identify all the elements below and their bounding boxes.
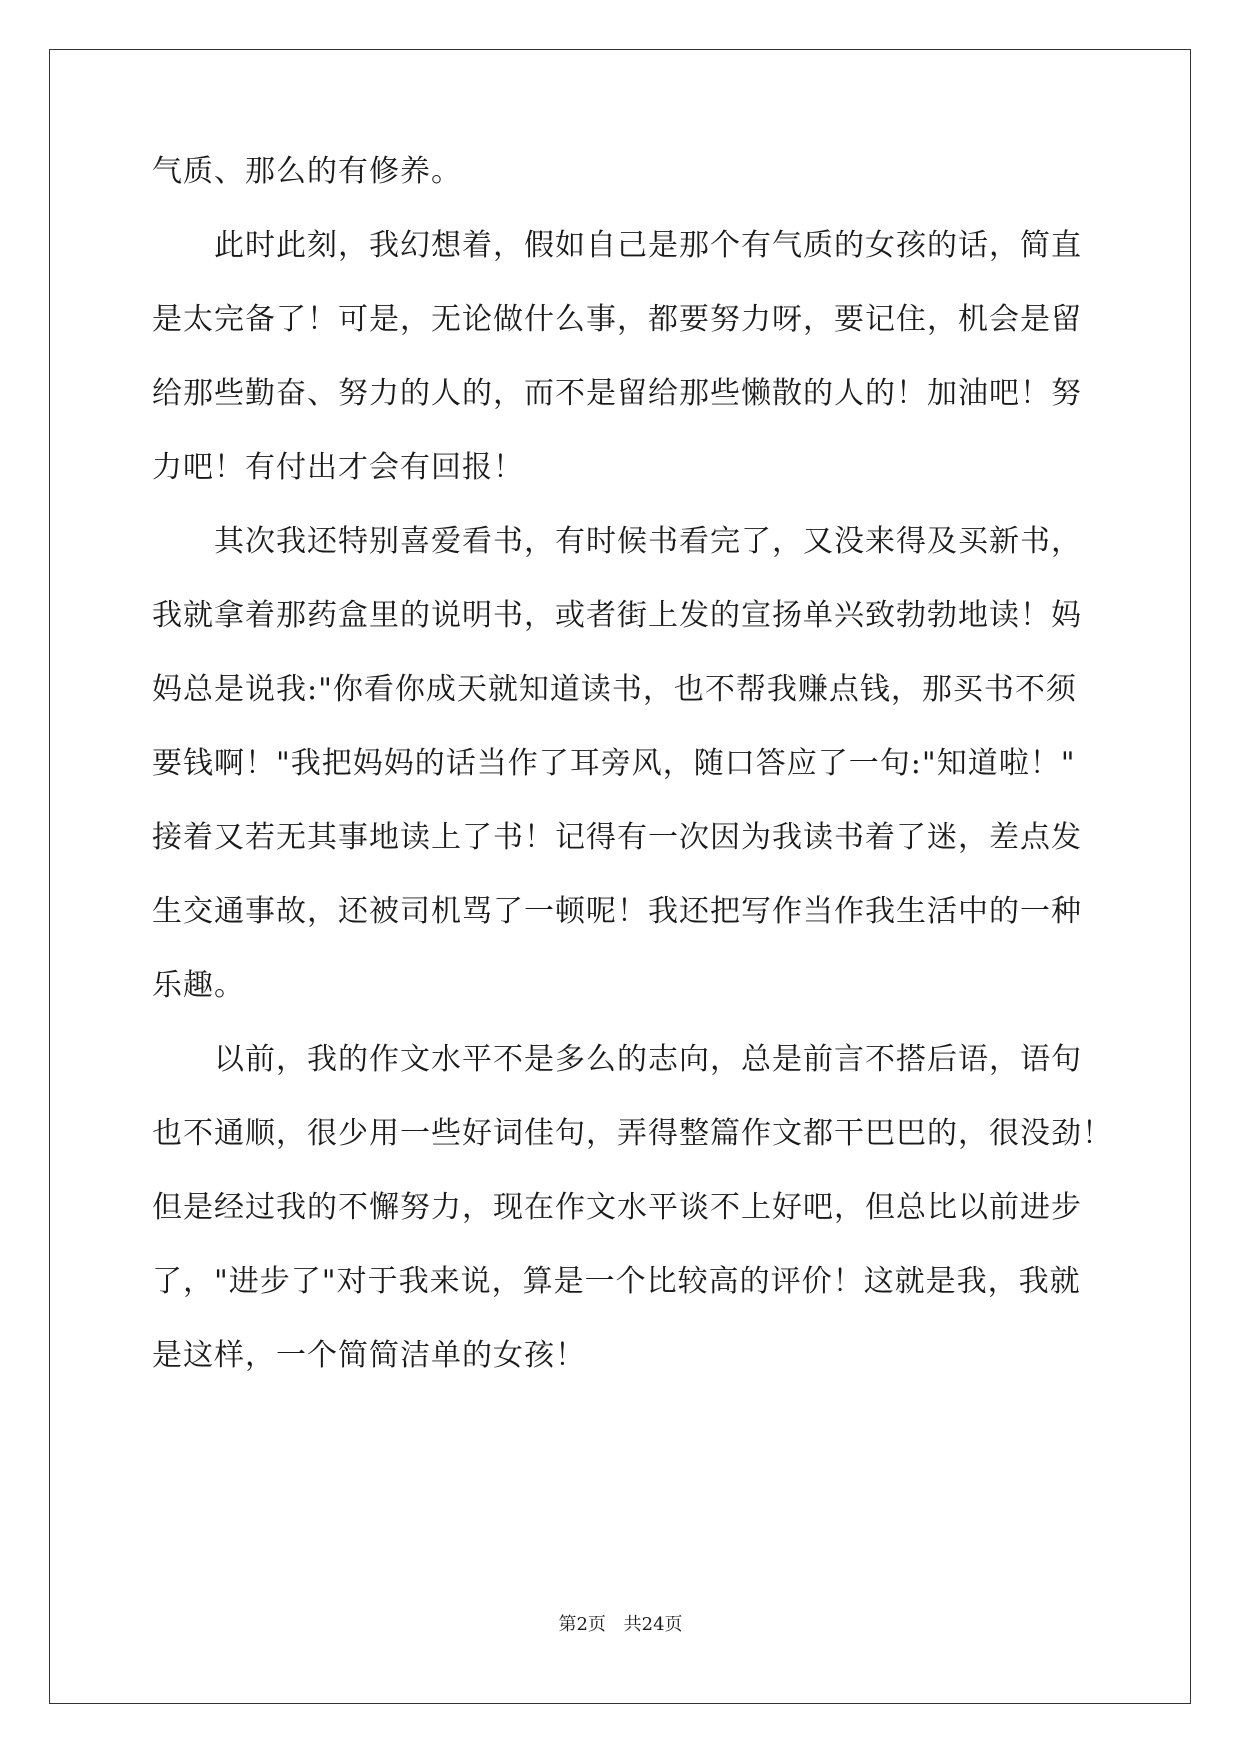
text-line-12: 乐趣。 bbox=[152, 968, 245, 1003]
text-line-17: 是这样，一个简简洁单的女孩！ bbox=[152, 1338, 586, 1373]
text-line-1: 气质、那么的有修养。 bbox=[152, 154, 462, 189]
text-line-5: 力吧！有付出才会有回报！ bbox=[152, 450, 524, 485]
page-border bbox=[49, 49, 1191, 1704]
text-line-13: 以前，我的作文水平不是多么的志向，总是前言不搭后语，语句 bbox=[214, 1042, 1082, 1077]
text-line-4: 给那些勤奋、努力的人的，而不是留给那些懒散的人的！加油吧！努 bbox=[152, 376, 1082, 411]
page-footer bbox=[0, 1613, 1241, 1637]
page-number: 第2页 bbox=[558, 1614, 606, 1635]
text-line-6: 其次我还特别喜爱看书，有时候书看完了，又没来得及买新书， bbox=[214, 524, 1082, 559]
text-line-16: 了，"进步了"对于我来说，算是一个比较高的评价！这就是我，我就 bbox=[152, 1264, 1081, 1299]
text-line-2: 此时此刻，我幻想着，假如自己是那个有气质的女孩的话，简直 bbox=[214, 228, 1082, 263]
text-line-11: 生交通事故，还被司机骂了一顿呢！我还把写作当作我生活中的一种 bbox=[152, 894, 1082, 929]
text-line-9: 要钱啊！"我把妈妈的话当作了耳旁风，随口答应了一句:"知道啦！" bbox=[152, 746, 1076, 781]
text-line-15: 但是经过我的不懈努力，现在作文水平谈不上好吧，但总比以前进步 bbox=[152, 1190, 1082, 1225]
text-line-7: 我就拿着那药盒里的说明书，或者街上发的宣扬单兴致勃勃地读！妈 bbox=[152, 598, 1082, 633]
page-total: 共24页 bbox=[623, 1614, 683, 1635]
text-line-3: 是太完备了！可是，无论做什么事，都要努力呀，要记住，机会是留 bbox=[152, 302, 1082, 337]
text-line-10: 接着又若无其事地读上了书！记得有一次因为我读书着了迷，差点发 bbox=[152, 820, 1082, 855]
text-line-14: 也不通顺，很少用一些好词佳句，弄得整篇作文都干巴巴的，很没劲！ bbox=[152, 1116, 1113, 1151]
text-line-8: 妈总是说我:"你看你成天就知道读书，也不帮我赚点钱，那买书不须 bbox=[152, 672, 1077, 707]
